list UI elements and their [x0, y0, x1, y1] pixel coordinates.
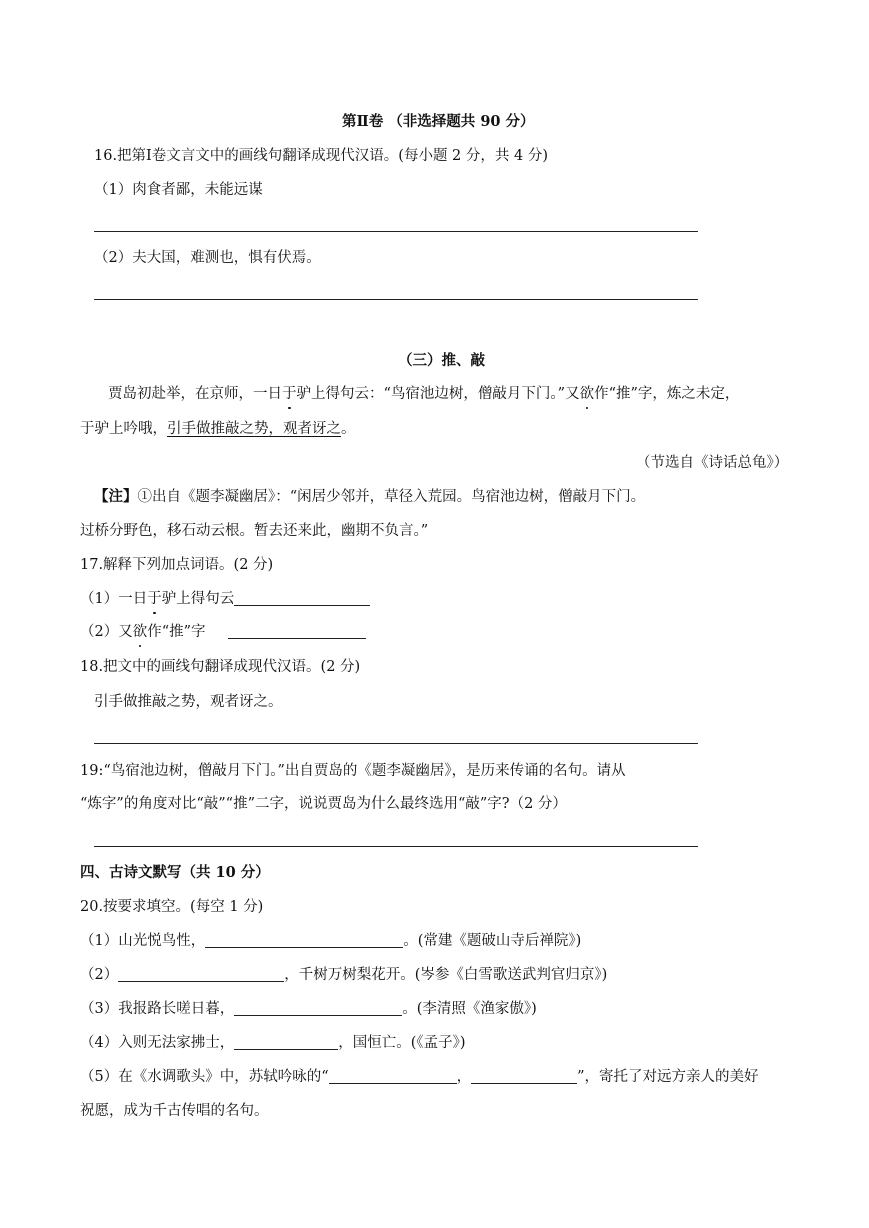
q19-line-1: 19:“鸟宿池边树，僧敲月下门。”出自贾岛的《题李凝幽居》，是历来传诵的名句。请从: [80, 763, 626, 779]
q20-blank-3[interactable]: [234, 999, 402, 1016]
dotted-char-yu: 于: [147, 591, 162, 607]
note-label: 【注】: [94, 488, 138, 505]
dotted-char-yu2: 欲: [579, 386, 595, 402]
section3-title: （三）推、敲: [398, 352, 485, 369]
note-line-1: 【注】①出自《题李凝幽居》：“闲居少邻并，草径入荒园。鸟宿池边树，僧敲月下门。: [94, 488, 646, 505]
q20-blank-5b[interactable]: [471, 1067, 577, 1084]
dotted-char-yu2: 欲: [132, 624, 148, 640]
section4-title: 四、古诗文默写（共 10 分）: [80, 864, 270, 881]
q16-sub2: （2）夫大国，难测也，惧有伏焉。: [94, 250, 321, 266]
q20-blank-5a[interactable]: [329, 1067, 457, 1084]
passage-line-1: 贾岛初赴举，在京师，一日于驴上得句云：“鸟宿池边树，僧敲月下门。”又欲作“推”字，炼之未定，: [108, 386, 740, 402]
q20-stem: 20.按要求填空。(每空 1 分): [80, 899, 264, 915]
q17-item-1: （1）一日于驴上得句云: [80, 589, 370, 609]
dotted-char-yu: 于: [282, 386, 297, 402]
q20-item-5-cont: 祝愿，成为千古传唱的名句。: [80, 1103, 269, 1119]
q20-blank-4[interactable]: [234, 1033, 338, 1050]
q20-blank-1[interactable]: [205, 931, 403, 948]
q17-item-2: （2）又欲作“推”字: [80, 622, 366, 642]
q20-item-4: （4）入则无法家拂士， ，国恒亡。(《孟子》): [80, 1035, 466, 1051]
q16-answer-line-2[interactable]: [94, 299, 698, 300]
q20-blank-2[interactable]: [118, 965, 284, 982]
q18-stem: 18.把文中的画线句翻译成现代汉语。(2 分): [80, 659, 361, 675]
q17-stem: 17.解释下列加点词语。(2 分): [80, 557, 274, 573]
q20-item-1: （1）山光悦鸟性， 。(常建《题破山寺后禅院》): [80, 933, 582, 949]
q16-answer-line-1[interactable]: [94, 231, 698, 232]
passage-line-2: 于驴上吟哦，引手做推敲之势，观者讶之。: [80, 421, 356, 437]
q18-answer-line[interactable]: [94, 743, 698, 744]
q16-sub1: （1）肉食者鄙，未能远谋: [94, 182, 263, 198]
q20-item-5: （5）在《水调歌头》中，苏轼吟咏的“ ， ”，寄托了对远方亲人的美好: [80, 1069, 759, 1085]
q20-item-3: （3）我报路长嗟日暮， 。(李清照《渔家傲》): [80, 1001, 537, 1017]
q17-blank-1[interactable]: [234, 589, 370, 606]
part-title: 第Ⅱ卷 （非选择题共 90 分）: [342, 113, 535, 130]
note-line-2: 过桥分野色，移石动云根。暂去还来此，幽期不负言。”: [80, 523, 429, 539]
q19-line-2: “炼字”的角度对比“敲”“推”二字，说说贾岛为什么最终选用“敲”字?（2 分）: [80, 796, 567, 812]
underlined-sentence: 引手做推敲之势，观者讶之: [167, 421, 341, 437]
q17-blank-2[interactable]: [228, 622, 366, 639]
passage-source: （节选自《诗话总龟》）: [636, 455, 789, 471]
q18-sentence: 引手做推敲之势，观者讶之。: [94, 694, 283, 710]
q16-stem: 16.把第Ⅰ卷文言文中的画线句翻译成现代汉语。(每小题 2 分，共 4 分): [94, 148, 548, 164]
q19-answer-line[interactable]: [94, 846, 698, 847]
q20-item-2: （2） ，千树万树梨花开。(岑参《白雪歌送武判官归京》): [80, 967, 608, 983]
